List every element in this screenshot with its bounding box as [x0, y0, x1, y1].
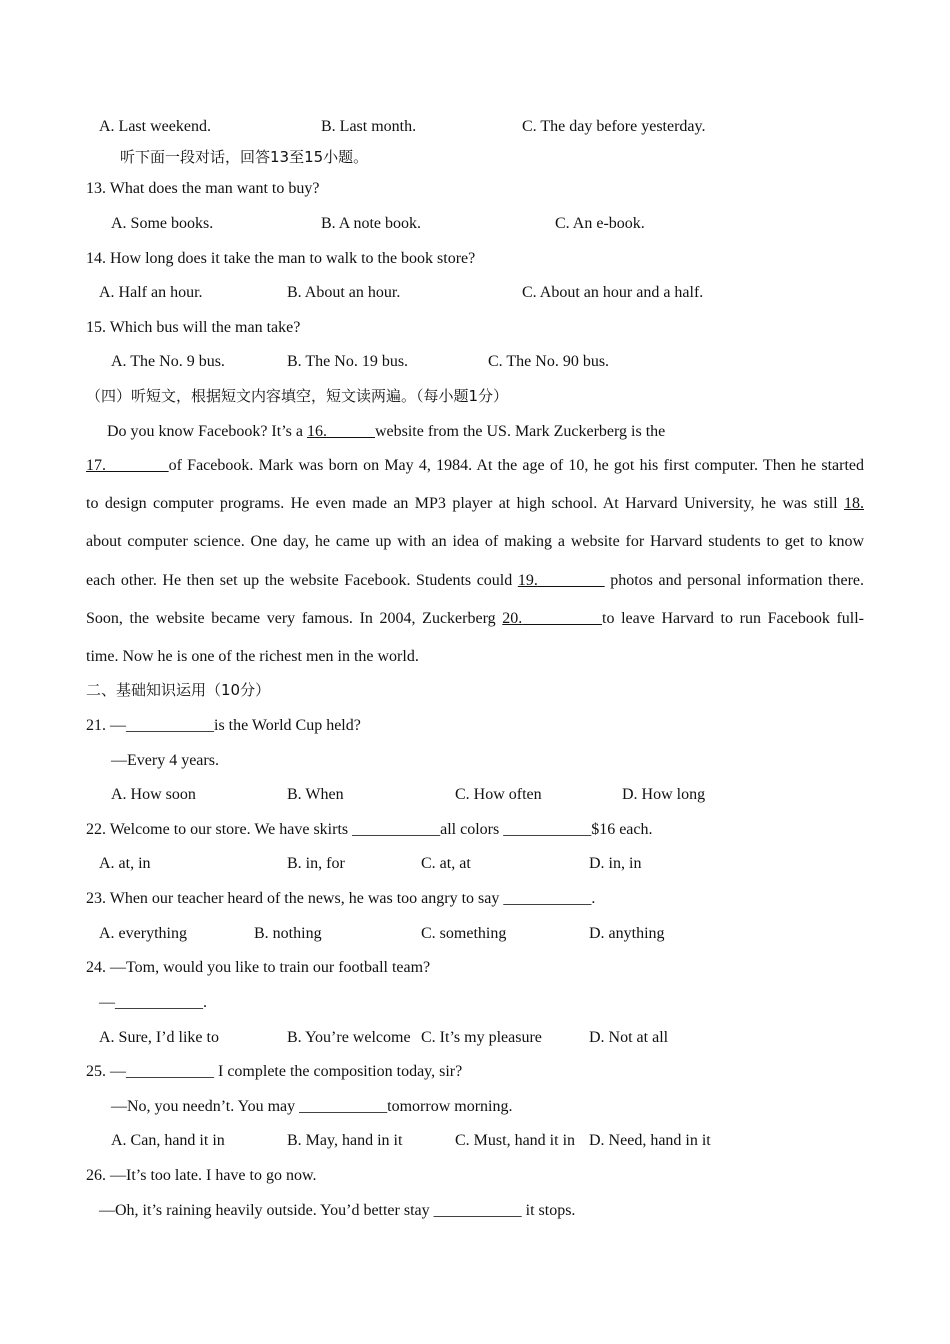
q23-stem: 23. When our teacher heard of the news, he was too angry to say ___________. [86, 890, 596, 907]
blank-20: 20. [502, 610, 523, 627]
section-4-title: （四）听短文，根据短文内容填空，短文读两遍。（每小题1分） [86, 387, 509, 405]
q12-option-c: C. The day before yesterday. [522, 118, 706, 135]
q26-stem: 26. —It’s too late. I have to go now. [86, 1167, 317, 1184]
q13-option-c: C. An e-book. [555, 215, 645, 232]
q13-option-a: A. Some books. [111, 215, 214, 232]
q22-option-a: A. at, in [99, 855, 151, 872]
q12-option-b: B. Last month. [321, 118, 417, 135]
q22-stem: 22. Welcome to our store. We have skirts ___________all colors ___________$16 each. [86, 821, 653, 838]
passage-line-3 [86, 494, 864, 514]
q25-option-c: C. Must, hand it in [455, 1132, 576, 1149]
q21-stem: 21. —___________is the World Cup held? [86, 717, 361, 734]
q21-option-b: B. When [287, 786, 344, 803]
q25-stem: 25. —___________ I complete the composition today, sir? [86, 1063, 463, 1080]
passage-line-2 [86, 456, 864, 476]
q24-option-a: A. Sure, I’d like to [99, 1029, 219, 1046]
q22-option-c: C. at, at [421, 855, 471, 872]
q24-reply: —___________. [99, 994, 207, 1011]
q24-option-c: C. It’s my pleasure [421, 1029, 542, 1046]
passage-line-5 [86, 571, 864, 591]
passage-line-1 [107, 422, 665, 442]
passage-text: Do you know Facebook? It’s a [107, 423, 307, 440]
q25-option-d: D. Need, hand in it [589, 1132, 711, 1149]
q24-stem: 24. —Tom, would you like to train our football team? [86, 959, 431, 976]
q22-option-d: D. in, in [589, 855, 642, 872]
q12-option-a: A. Last weekend. [99, 118, 211, 135]
blank-18: 18. [844, 495, 864, 512]
q23-option-d: D. anything [589, 925, 665, 942]
passage-line-4: about computer science. One day, he came up with an idea of making a website for Harvard students to get to know [86, 533, 864, 550]
q15-stem: 15. Which bus will the man take? [86, 319, 301, 336]
blank-16: 16. [306, 423, 327, 440]
passage-line-7: time. Now he is one of the richest men in the world. [86, 648, 419, 665]
q23-option-c: C. something [421, 925, 507, 942]
passage-text: Soon, the website became very famous. In 2004, Zuckerberg [86, 610, 503, 627]
q14-option-c: C. About an hour and a half. [522, 284, 704, 301]
q15-option-b: B. The No. 19 bus. [287, 353, 409, 370]
passage-text: to design computer programs. He even made an MP3 player at high school. At Harvard University, he was still [86, 495, 844, 512]
q15-option-c: C. The No. 90 bus. [488, 353, 610, 370]
q26-reply: —Oh, it’s raining heavily outside. You’d better stay ___________ it stops. [99, 1202, 576, 1219]
blank-17: 17. [86, 457, 106, 474]
dialog-instruction: 听下面一段对话，回答13至15小题。 [120, 148, 369, 166]
passage-line-6 [86, 609, 864, 629]
q21-option-d: D. How long [622, 786, 706, 803]
passage-text: each other. He then set up the website Facebook. Students could [86, 572, 518, 589]
part-2-title: 二、基础知识运用（10分） [86, 681, 271, 699]
q15-option-a: A. The No. 9 bus. [111, 353, 225, 370]
q21-option-a: A. How soon [111, 786, 196, 803]
q21-option-c: C. How often [455, 786, 542, 803]
q22-option-b: B. in, for [287, 855, 345, 872]
q25-option-b: B. May, hand in it [287, 1132, 403, 1149]
blank-19: 19. [517, 572, 538, 589]
passage-text: photos and personal information there. [604, 572, 865, 589]
q21-reply: —Every 4 years. [111, 752, 219, 769]
q13-stem: 13. What does the man want to buy? [86, 180, 320, 197]
q25-option-a: A. Can, hand it in [111, 1132, 225, 1149]
q23-option-a: A. everything [99, 925, 187, 942]
q24-option-b: B. You’re welcome [287, 1029, 411, 1046]
q23-option-b: B. nothing [254, 925, 322, 942]
passage-text: to leave Harvard to run Facebook full- [602, 610, 865, 627]
q13-option-b: B. A note book. [321, 215, 422, 232]
passage-text: website from the US. Mark Zuckerberg is the [374, 423, 666, 440]
q14-stem: 14. How long does it take the man to walk to the book store? [86, 250, 476, 267]
q25-reply: —No, you needn’t. You may ___________tomorrow morning. [111, 1098, 513, 1115]
q24-option-d: D. Not at all [589, 1029, 669, 1046]
q14-option-b: B. About an hour. [287, 284, 401, 301]
q14-option-a: A. Half an hour. [99, 284, 203, 301]
passage-text: of Facebook. Mark was born on May 4, 1984. At the age of 10, he got his first computer. Then he started [168, 457, 864, 474]
